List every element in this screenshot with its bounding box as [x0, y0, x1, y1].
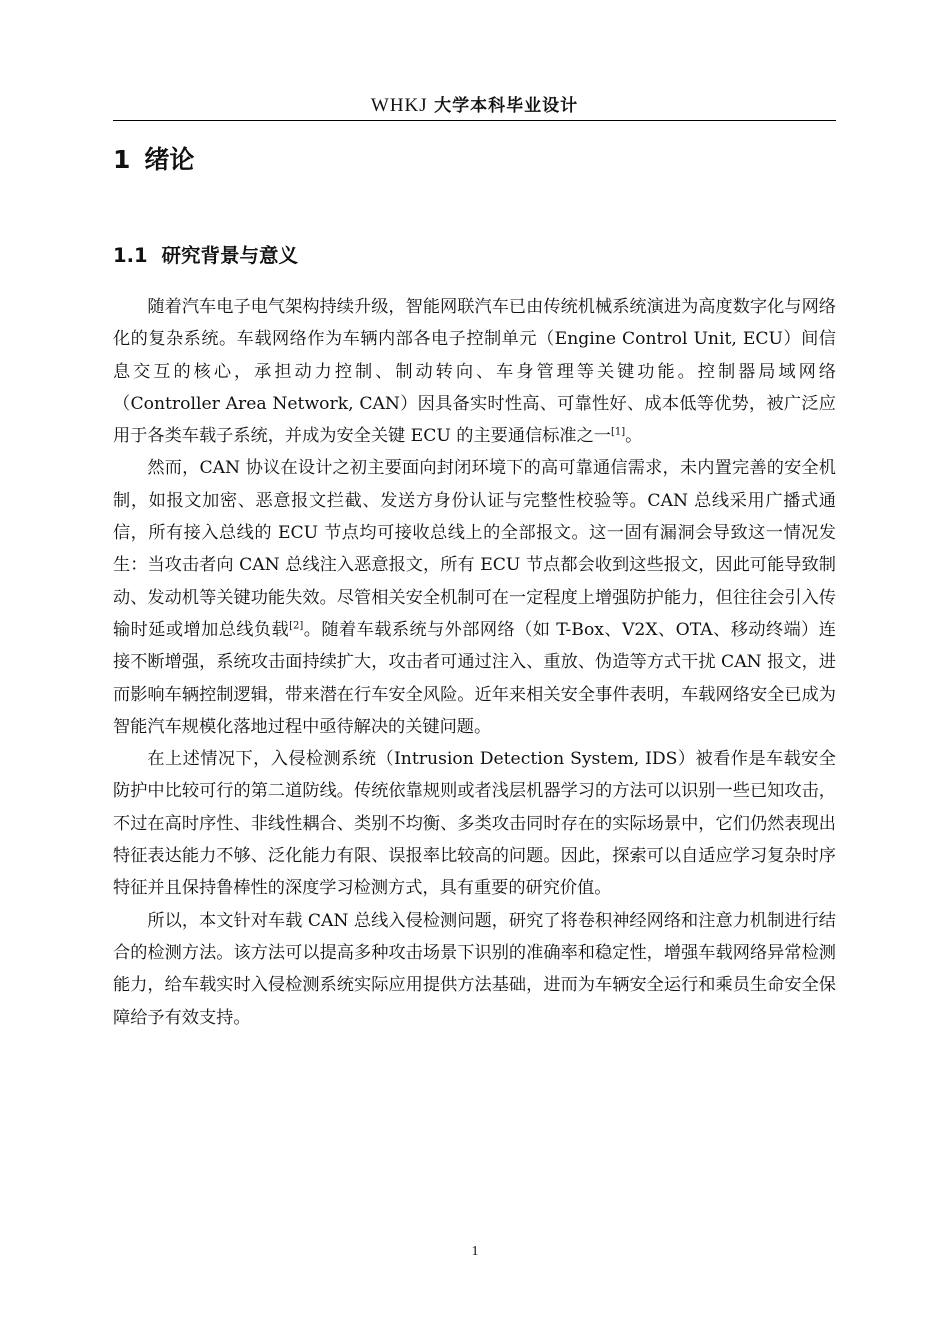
- paragraph-4: [113, 905, 836, 1034]
- chapter-title: 绪论: [144, 145, 195, 174]
- paragraph-2-text-a: 然而，CAN 协议在设计之初主要面向封闭环境下的高可靠通信需求，未内置完善的安全机制，如报文加密、恶意报文拦截、发送方身份认证与完整性校验等。CAN 总线采用广播式通信，所有接入总线的 ECU 节点均可接收总线上的全部报文。这一固有漏洞会导致这一情况发生：当攻击者向 CAN 总线注入恶意报文，所有 ECU 节点都会收到这些报文，因此可能导致制动、发动机等关键功能失效。尽管相关安全机制可在一定程度上增强防护能力，但往往会引入传输时延或增加总线负载: [113, 458, 836, 640]
- paragraph-4-text: 所以，本文针对车载 CAN 总线入侵检测问题，研究了将卷积神经网络和注意力机制进行结合的检测方法。该方法可以提高多种攻击场景下识别的准确率和稳定性，增强车载网络异常检测能力，给车载实时入侵检测系统实际应用提供方法基础，进而为车辆安全运行和乘员生命安全保障给予有效支持。: [113, 910, 836, 1028]
- paragraph-1-tail: 。: [625, 426, 643, 447]
- paragraph-1: [113, 291, 836, 452]
- section-heading: [113, 236, 298, 276]
- paragraph-3-text: 在上述情况下，入侵检测系统（Intrusion Detection System, IDS）被看作是车载安全防护中比较可行的第二道防线。传统依靠规则或者浅层机器学习的方法可以识别一些已知攻击，不过在高时序性、非线性耦合、类别不均衡、多类攻击同时存在的实际场景中，它们仍然表现出特征表达能力不够、泛化能力有限、误报率比较高的问题。因此，探索可以自适应学习复杂时序特征并且保持鲁棒性的深度学习检测方式，具有重要的研究价值。: [113, 749, 836, 899]
- chapter-number: 1: [113, 145, 131, 174]
- header-school-code: WHKJ: [370, 95, 428, 116]
- citation-2: [2]: [289, 620, 304, 632]
- paragraph-2-text-b: 。随着车载系统与外部网络（如 T-Box、V2X、OTA、移动终端）连接不断增强，系统攻击面持续扩大，攻击者可通过注入、重放、伪造等方式干扰 CAN 报文，进而影响车辆控制逻辑，带来潜在行车安全风险。近年来相关安全事件表明，车载网络安全已成为智能汽车规模化落地过程中亟待解决的关键问题。: [113, 619, 836, 737]
- header-document-type: 大学本科毕业设计: [434, 96, 579, 116]
- page-number: 1: [471, 1244, 479, 1259]
- chapter-heading: [113, 138, 194, 182]
- paragraph-1-text: 随着汽车电子电气架构持续升级，智能网联汽车已由传统机械系统演进为高度数字化与网络化的复杂系统。车载网络作为车辆内部各电子控制单元（Engine Control Unit, ECU）间信息交互的核心，承担动力控制、制动转向、车身管理等关键功能。控制器局域网络（Controller Area Network, CAN）因具备实时性高、可靠性好、成本低等优势，被广泛应用于各类车载子系统，并成为安全关键 ECU 的主要通信标准之一: [113, 297, 836, 447]
- body-text: [113, 291, 836, 1034]
- paragraph-3: [113, 743, 836, 904]
- section-number: 1.1: [113, 244, 148, 267]
- paragraph-2: [113, 452, 836, 743]
- page-header: [113, 92, 836, 121]
- citation-1: [1]: [611, 426, 626, 438]
- section-title: 研究背景与意义: [161, 244, 299, 267]
